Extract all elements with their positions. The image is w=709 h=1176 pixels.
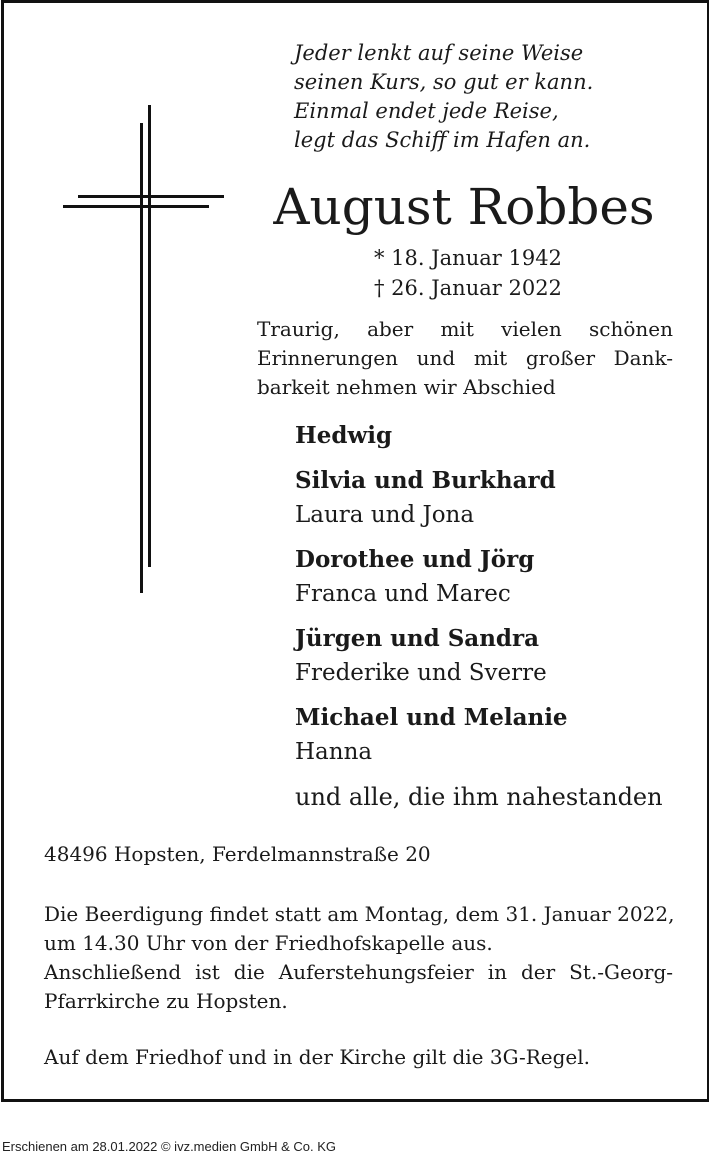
funeral-line: Pfarrkirche zu Hopsten. — [44, 989, 288, 1013]
funeral-line: um 14.30 Uhr von der Friedhofskapelle aus. — [44, 931, 493, 955]
mourner-children: Laura und Jona — [295, 502, 475, 528]
mourner-group — [295, 419, 663, 453]
poem-line: Jeder lenkt auf seine Weise — [294, 41, 584, 65]
mourner-group — [295, 622, 663, 690]
closing-line: und alle, die ihm nahestanden — [295, 783, 663, 811]
farewell-line: barkeit nehmen wir Abschied — [257, 375, 556, 399]
health-rule-note: Auf dem Friedhof und in der Kirche gilt die 3G-Regel. — [44, 1045, 590, 1069]
poem-line: legt das Schiff im Hafen an. — [294, 128, 591, 152]
birth-date: * 18. Januar 1942 — [374, 246, 562, 270]
mourner-group — [295, 543, 663, 611]
death-date: † 26. Januar 2022 — [374, 276, 562, 300]
cross-vertical-bar — [140, 123, 143, 593]
mourners-list — [295, 419, 663, 814]
funeral-details — [44, 900, 673, 1016]
farewell-text — [257, 315, 673, 402]
mourner-children: Hanna — [295, 739, 373, 765]
cross-vertical-bar — [148, 105, 151, 567]
cross-horizontal-bar — [78, 195, 224, 198]
poem-line: seinen Kurs, so gut er kann. — [294, 70, 594, 94]
notice-frame — [1, 0, 709, 1102]
funeral-line: Die Beerdigung findet statt am Montag, dem 31. Januar 2022, — [44, 902, 675, 926]
mourner-name: Michael und Melanie — [295, 704, 568, 731]
deceased-name: August Robbes — [273, 178, 655, 236]
mourner-group — [295, 701, 663, 769]
mourner-children: Frederike und Sverre — [295, 660, 547, 686]
address: 48496 Hopsten, Ferdelmannstraße 20 — [44, 842, 431, 866]
funeral-line: Anschließend ist die Auferstehungsfeier in der St.-Georg- — [44, 960, 673, 984]
life-dates — [374, 243, 562, 303]
cross-horizontal-bar — [63, 205, 209, 208]
mourner-name: Silvia und Burkhard — [295, 467, 556, 494]
farewell-line: Traurig, aber mit vielen schönen — [257, 317, 673, 341]
mourner-children: Franca und Marec — [295, 581, 511, 607]
poem — [294, 39, 593, 155]
mourner-name: Hedwig — [295, 422, 393, 449]
mourner-name: Jürgen und Sandra — [295, 625, 540, 652]
farewell-line: Erinnerungen und mit großer Dank- — [257, 346, 673, 370]
mourner-name: Dorothee und Jörg — [295, 546, 535, 573]
publication-footer: Erschienen am 28.01.2022 © ivz.medien GmbH & Co. KG — [2, 1139, 337, 1154]
mourner-group — [295, 464, 663, 532]
poem-line: Einmal endet jede Reise, — [294, 99, 559, 123]
